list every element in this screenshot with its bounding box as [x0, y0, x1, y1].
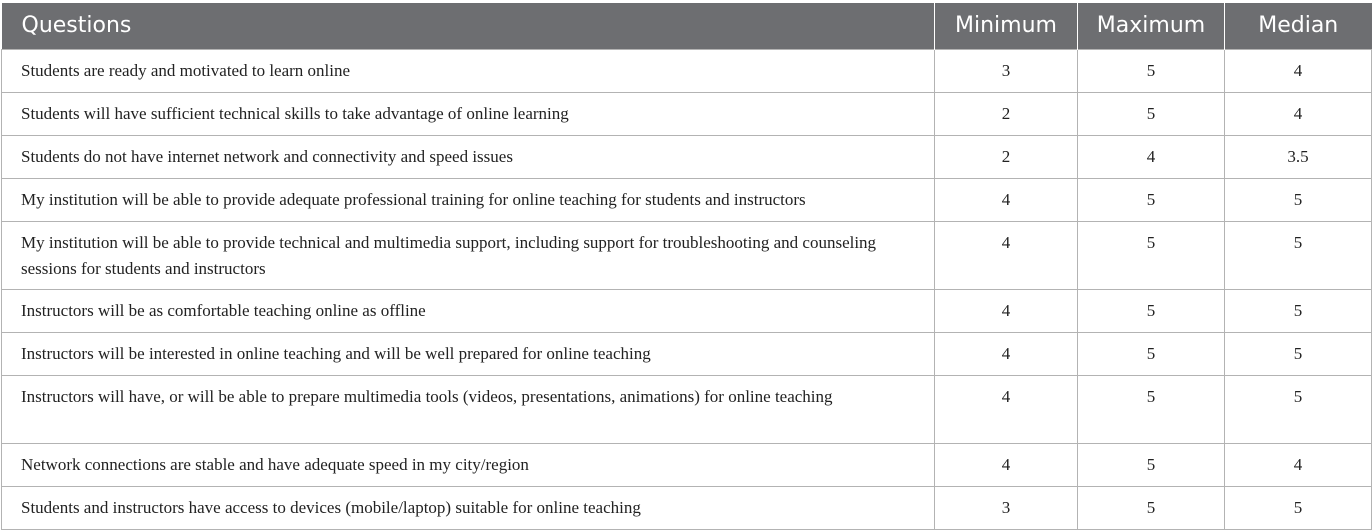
minimum-cell: 3 [935, 486, 1078, 529]
maximum-cell: 5 [1078, 92, 1225, 135]
maximum-cell: 5 [1078, 443, 1225, 486]
median-cell: 3.5 [1225, 135, 1372, 178]
median-cell: 4 [1225, 92, 1372, 135]
header-maximum: Maximum [1078, 3, 1225, 49]
maximum-cell: 4 [1078, 135, 1225, 178]
minimum-cell: 4 [935, 221, 1078, 289]
median-cell: 5 [1225, 221, 1372, 289]
minimum-cell: 2 [935, 92, 1078, 135]
median-cell: 5 [1225, 486, 1372, 529]
minimum-cell: 4 [935, 332, 1078, 375]
minimum-cell: 4 [935, 289, 1078, 332]
question-cell: Students do not have internet network and connectivity and speed issues [2, 135, 935, 178]
question-cell: My institution will be able to provide adequate professional training for online teaching for students and instructors [2, 178, 935, 221]
minimum-cell: 3 [935, 49, 1078, 92]
survey-table [1, 3, 1372, 530]
table-row [2, 375, 1372, 443]
header-row [2, 3, 1372, 49]
minimum-cell: 4 [935, 443, 1078, 486]
maximum-cell: 5 [1078, 486, 1225, 529]
table-row [2, 92, 1372, 135]
table-row [2, 443, 1372, 486]
median-cell: 5 [1225, 289, 1372, 332]
table-header [2, 3, 1372, 49]
table-row [2, 486, 1372, 529]
table-row [2, 289, 1372, 332]
minimum-cell: 2 [935, 135, 1078, 178]
question-cell: Students will have sufficient technical skills to take advantage of online learning [2, 92, 935, 135]
table-row [2, 332, 1372, 375]
question-cell: Instructors will be interested in online teaching and will be well prepared for online teaching [2, 332, 935, 375]
header-median: Median [1225, 3, 1372, 49]
minimum-cell: 4 [935, 178, 1078, 221]
table-body [2, 49, 1372, 529]
header-questions: Questions [21, 13, 132, 39]
maximum-cell: 5 [1078, 289, 1225, 332]
question-cell: Students and instructors have access to devices (mobile/laptop) suitable for online teaching [2, 486, 935, 529]
question-cell: My institution will be able to provide technical and multimedia support, including support for troubleshooting and counseling sessions for students and instructors [2, 221, 935, 289]
median-cell: 5 [1225, 332, 1372, 375]
table-row [2, 221, 1372, 289]
table-row [2, 49, 1372, 92]
table-row [2, 135, 1372, 178]
maximum-cell: 5 [1078, 332, 1225, 375]
minimum-cell: 4 [935, 375, 1078, 443]
table-row [2, 178, 1372, 221]
median-cell: 5 [1225, 375, 1372, 443]
maximum-cell: 5 [1078, 49, 1225, 92]
question-cell: Instructors will be as comfortable teaching online as offline [2, 289, 935, 332]
header-minimum: Minimum [935, 3, 1078, 49]
question-cell: Network connections are stable and have adequate speed in my city/region [2, 443, 935, 486]
median-cell: 4 [1225, 49, 1372, 92]
maximum-cell: 5 [1078, 221, 1225, 289]
maximum-cell: 5 [1078, 375, 1225, 443]
question-cell: Instructors will have, or will be able to prepare multimedia tools (videos, presentations, animations) for online teaching [2, 375, 935, 443]
question-cell: Students are ready and motivated to learn online [2, 49, 935, 92]
median-cell: 5 [1225, 178, 1372, 221]
maximum-cell: 5 [1078, 178, 1225, 221]
median-cell: 4 [1225, 443, 1372, 486]
